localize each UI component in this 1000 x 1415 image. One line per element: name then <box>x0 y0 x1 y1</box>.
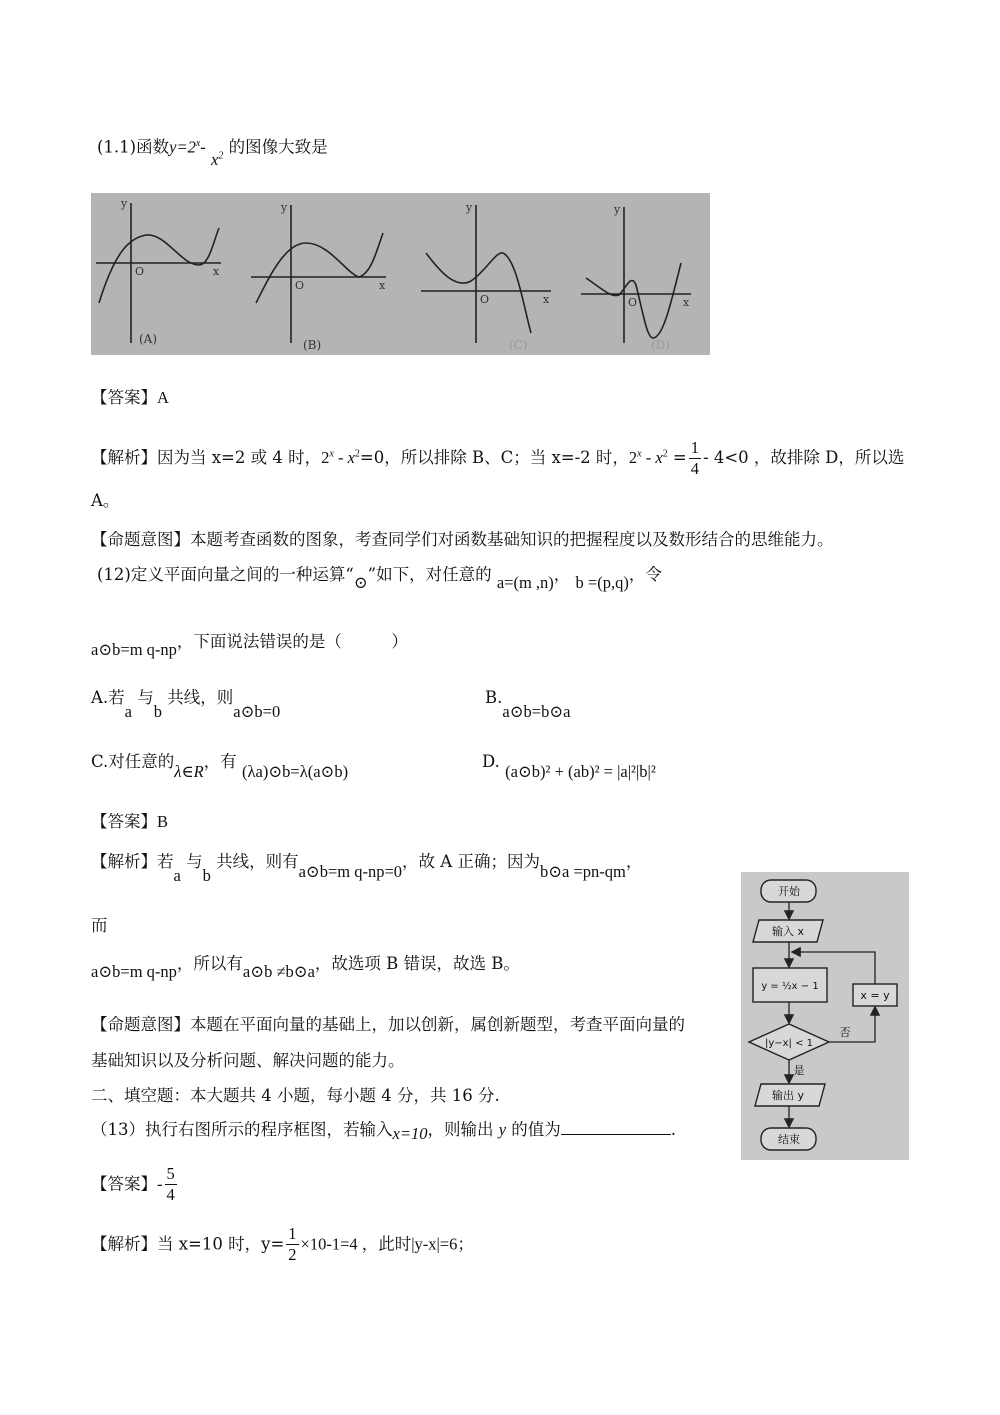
a11-analysis-cont: A。 <box>91 491 120 510</box>
flow-output-label: 输出 y <box>771 1089 805 1102</box>
graph-b-label: (B) <box>303 338 322 352</box>
q12-option-b: B.a⊙b=b⊙a <box>485 688 571 721</box>
a11-analysis: 【解析】因为当 x=2 或 4 时，$2^x - x^2=0$，所以排除 B、C；当 x=-2 时，$2^x - x^2$ = $\frac{1}{4}$ - 4<0 ，故排除 D，所以选 <box>91 438 905 478</box>
flow-yes-label: 是 <box>793 1064 805 1077</box>
a12-answer <box>91 812 168 832</box>
graph-b-x-label: x <box>379 279 386 292</box>
graph-a-origin: O <box>135 265 145 278</box>
graph-c-x-label: x <box>543 293 550 306</box>
flow-start-label: 开始 <box>778 885 800 898</box>
flow-assign-x-label: x = y <box>860 989 890 1002</box>
graph-d-label: (D) <box>651 338 670 352</box>
graph-a-y-label: y <box>121 197 128 210</box>
graph-b-curve <box>256 233 383 303</box>
a13-answer: 【答案】- $\frac{5}{4}$ <box>91 1164 175 1204</box>
answer-value: A <box>157 388 169 407</box>
answer-blank[interactable] <box>561 1120 671 1135</box>
graph-a-x-label: x <box>213 265 220 278</box>
flowchart-image <box>741 872 909 1160</box>
q11-graph-svg <box>91 193 710 355</box>
a12-analysis: 【解析】若a 与b 共线，则有a⊙b=m q-np=0，故 A 正确；因为b⊙a =pn-qm， <box>91 852 643 885</box>
graph-a-curve <box>99 228 219 303</box>
q11-func-minus: - <box>200 137 206 157</box>
a12-intent-2: 基础知识以及分析问题、解决问题的能力。 <box>91 1051 405 1070</box>
fraction-one-quarter: $\frac{1}{4}$ <box>690 438 700 478</box>
q11-prefix: (1.1)函数 <box>97 137 170 157</box>
flow-input-label: 输入 x <box>771 925 805 938</box>
graph-b-y-label: y <box>281 201 288 214</box>
intent-tag: 【命题意图】 <box>91 1015 190 1034</box>
answer-tag: 【答案】 <box>91 1174 157 1194</box>
fraction-one-half: $\frac{1}{2}$ <box>288 1224 297 1264</box>
q13-stem: （13）执行右图所示的程序框图，若输入x=10，则输出 y 的值为 . <box>91 1120 677 1143</box>
a12-analysis-er: 而 <box>91 916 108 935</box>
a13-analysis: 【解析】当 x=10 时，y= $\frac{1}{2}$ ×10-1=4 ，此时|y-x|=6； <box>91 1224 474 1264</box>
answer-value: B <box>157 812 169 831</box>
q11-func-x2: $x^2$ <box>211 149 224 169</box>
q11-suffix: 的图像大致是 <box>228 137 328 157</box>
q11-stem <box>97 134 328 169</box>
flow-end-label: 结束 <box>778 1133 800 1146</box>
q12-option-d: D. (a⊙b)² + (ab)² = |a|²|b|² <box>482 752 656 781</box>
analysis-tag: 【解析】 <box>91 852 157 871</box>
fraction-five-quarters: $\frac{5}{4}$ <box>166 1164 175 1204</box>
a12-analysis-cont: a⊙b=m q-np，所以有a⊙b ≠b⊙a，故选项 B 错误，故选 B。 <box>91 954 520 981</box>
q12-stem: (12)定义平面向量之间的一种运算“⊙”如下，对任意的 a=(m ,n)， b =(p,q)，令 <box>97 565 662 592</box>
a11-intent: 【命题意图】本题考查函数的图象，考查同学们对函数基础知识的把握程度以及数形结合的思维能力。 <box>91 530 834 549</box>
graph-d-x-label: x <box>683 296 690 309</box>
a11-answer <box>91 388 169 408</box>
section-2-heading: 二、填空题：本大题共 4 小题，每小题 4 分，共 16 分. <box>91 1086 500 1105</box>
q11-func-y: y=2 <box>169 137 196 157</box>
a12-intent-1: 【命题意图】本题在平面向量的基础上，加以创新，属创新题型，考查平面向量的 <box>91 1015 685 1034</box>
graph-b-origin: O <box>295 279 305 292</box>
analysis-tag: 【解析】 <box>91 1234 157 1254</box>
answer-tag: 【答案】 <box>91 388 157 407</box>
q12-option-a: A.若a 与b 共线，则a⊙b=0 <box>91 688 281 721</box>
flow-condition-label: |y−x| < 1 <box>764 1038 814 1049</box>
graph-c-curve <box>426 253 531 333</box>
graph-c-label: (C) <box>509 338 528 352</box>
graph-c-y-label: y <box>466 201 473 214</box>
q12-option-c: C.对任意的λ∈R，有 (λa)⊙b=λ(a⊙b) <box>91 752 349 781</box>
q11-graph-panel <box>91 193 710 355</box>
flow-no-label: 否 <box>839 1026 851 1039</box>
q11-func-exp: x <box>195 138 201 149</box>
analysis-tag: 【解析】 <box>91 448 157 467</box>
q12-definition: a⊙b=m q-np，下面说法错误的是（ ） <box>91 632 408 659</box>
graph-d-origin: O <box>628 296 638 309</box>
graph-a-label: (A) <box>139 332 158 346</box>
graph-c-origin: O <box>480 293 490 306</box>
answer-tag: 【答案】 <box>91 812 157 831</box>
intent-tag: 【命题意图】 <box>91 530 190 549</box>
graph-d-y-label: y <box>614 203 621 216</box>
flow-assign-y-label: y = ½x − 1 <box>761 981 819 992</box>
flowchart-svg <box>741 872 909 1160</box>
